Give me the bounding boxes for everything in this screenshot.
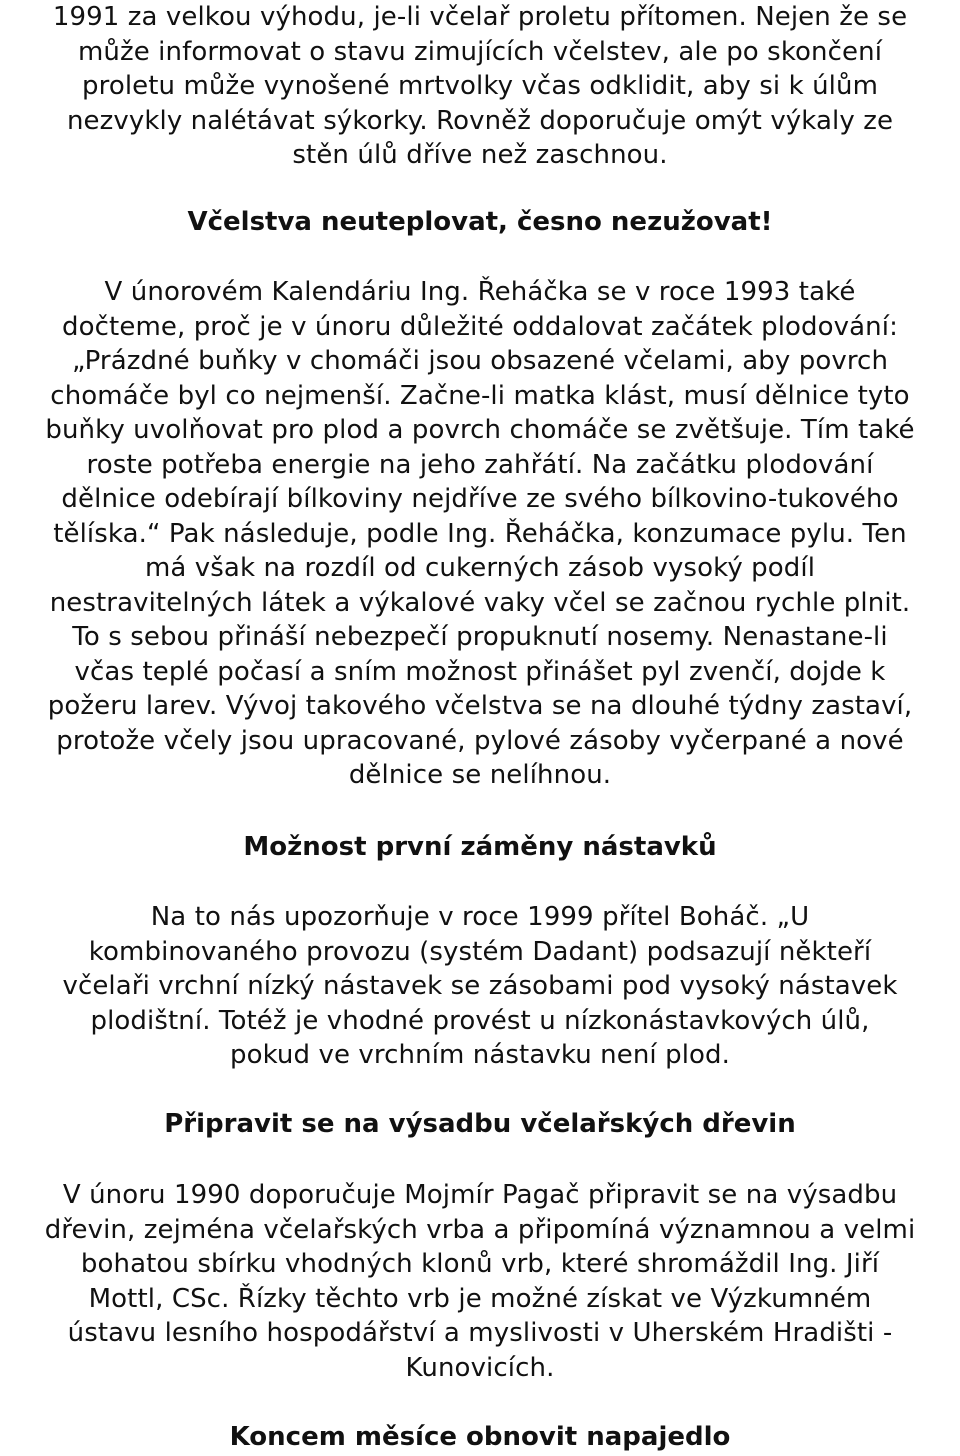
heading-tree-planting: Připravit se na výsadbu včelařských dřevin	[164, 1109, 796, 1139]
paragraph-box-swap: Na to nás upozorňuje v roce 1999 přítel Boháč. „U kombinovaného provozu (systém Dadant) podsazují někteří včelaři vrchní nízký nástavek se zásobami pod vysoký nástavek plodištní. Totéž je vhodné provést u nízkonástavkových úlů, pokud ve vrchním nástavku není plod.	[62, 902, 898, 1070]
heading-colonies-insulation: Včelstva neuteplovat, česno nezužovat!	[187, 207, 773, 237]
heading-box-swap: Možnost první záměny nástavků	[243, 832, 717, 862]
heading-water-station: Koncem měsíce obnovit napajedlo	[229, 1422, 731, 1452]
paragraph-tree-planting: V únoru 1990 doporučuje Mojmír Pagač připravit se na výsadbu dřevin, zejména včelařských vrba a připomíná významnou a velmi bohatou sbírku vhodných klonů vrb, které shromáždil Ing. Jiří Mottl, CSc. Řízky těchto vrb je možné získat ve Výzkumném ústavu lesního hospodářství a myslivosti v Uherském Hradišti - Kunovicích.	[44, 1180, 916, 1383]
paragraph-intro: 1991 za velkou výhodu, je-li včelař proletu přítomen. Nejen že se může informovat o stavu zimujících včelstev, ale po skončení proletu může vynošené mrtvolky včas odklidit, aby si k úlům nezvykly nalétávat sýkorky. Rovněž doporučuje omýt výkaly ze stěn úlů dříve než zaschnou.	[52, 2, 908, 170]
paragraph-february-calendar: V únorovém Kalendáriu Ing. Řeháčka se v roce 1993 také dočteme, proč je v únoru důležité oddalovat začátek plodování: „Prázdné buňky v chomáči jsou obsazené včelami, aby povrch chomáče byl co nejmenší. Začne-li matka klást, musí dělnice tyto buňky uvolňovat pro plod a povrch chomáče se zvětšuje. Tím také roste potřeba energie na jeho zahřátí. Na začátku plodování dělnice odebírají bílkoviny nejdříve ze svého bílkovino-tukového tělíska.“ Pak následuje, podle Ing. Řeháčka, konzumace pylu. Ten má však na rozdíl od cukerných zásob vysoký podíl nestravitelných látek a výkalové vaky včel se začnou rychle plnit. To s sebou přináší nebezpečí propuknutí nosemy. Nenastane-li včas teplé počasí a sním možnost přinášet pyl zvenčí, dojde k požeru larev. Vývoj takového včelstva se na dlouhé týdny zastaví, protože včely jsou upracované, pylové zásoby vyčerpané a nové dělnice se nelíhnou.	[45, 277, 915, 790]
